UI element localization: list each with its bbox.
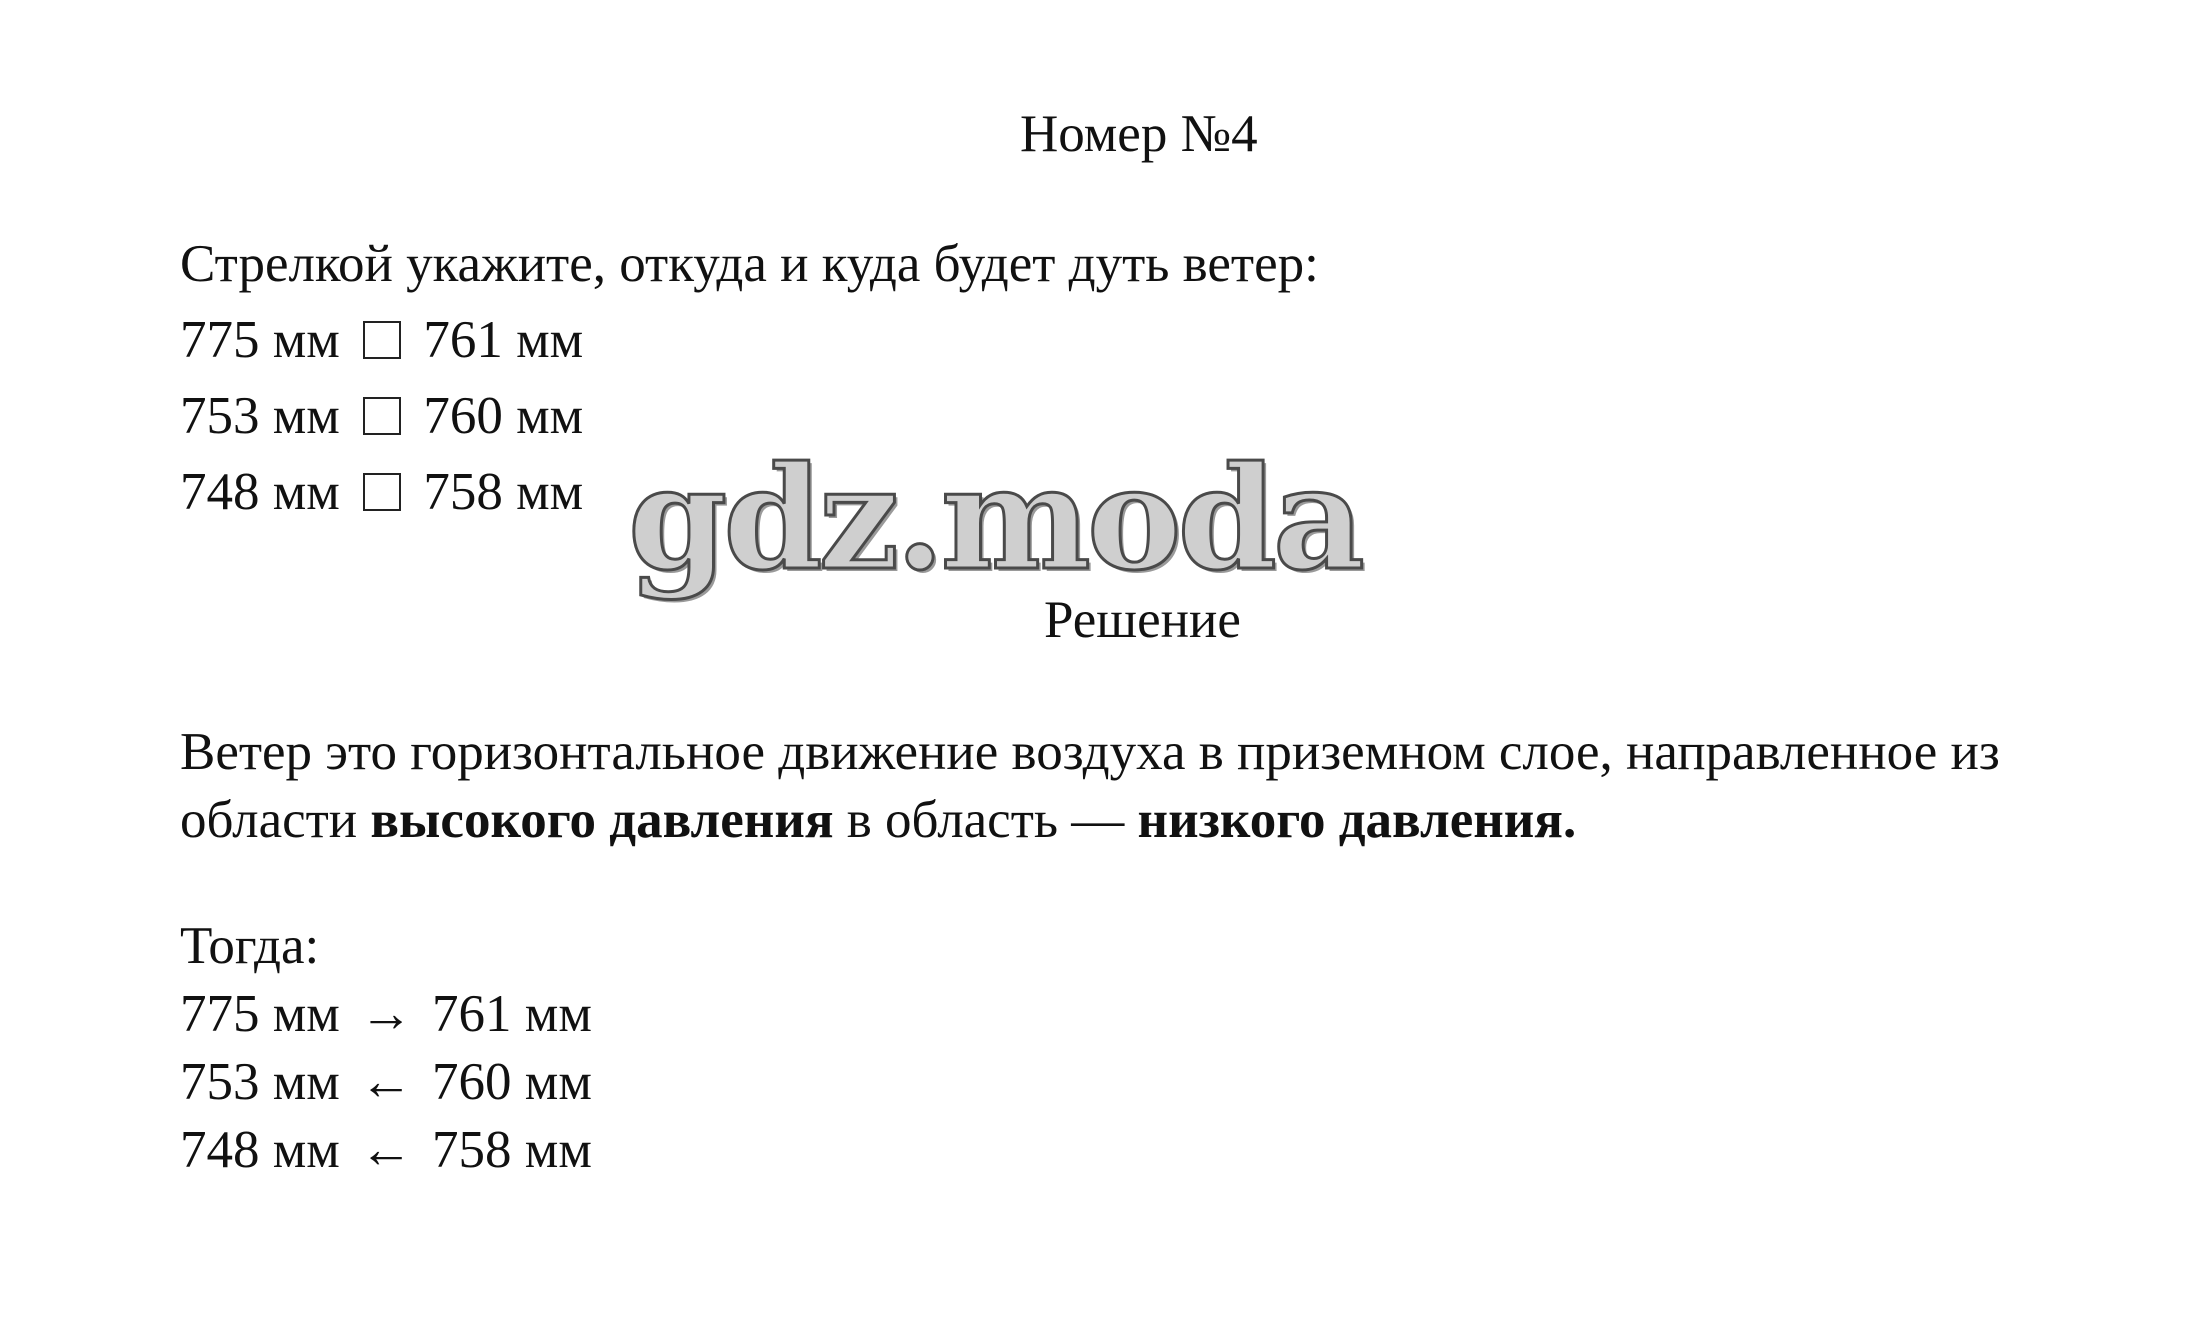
solution-bold-low: низкого давления. [1137, 791, 1577, 849]
watermark-logo: gdz.moda [628, 436, 1361, 602]
task-row-left: 753 мм [180, 387, 340, 445]
task-row-left: 775 мм [180, 311, 340, 369]
answer-row-right: 760 мм [432, 1053, 592, 1111]
task-row-left: 748 мм [180, 463, 340, 521]
solution-bold-high: высокого давления [370, 791, 834, 849]
solution-paragraph [180, 718, 2170, 854]
answer-row-right: 758 мм [432, 1121, 592, 1179]
answer-box [363, 397, 401, 435]
task-row [180, 387, 584, 445]
right-arrow-icon: → [359, 985, 413, 1043]
solution-then: Тогда: [180, 917, 320, 975]
answer-row [180, 985, 592, 1043]
task-prompt: Стрелкой укажите, откуда и куда будет дуть ветер: [180, 235, 1319, 293]
task-row-right: 760 мм [423, 387, 584, 445]
page-title: Номер №4 [1020, 105, 1258, 163]
solution-text: Ветер это горизонтальное движение воздуха в приземном слое, направленное из области [180, 723, 2000, 849]
answer-row-left: 753 мм [180, 1053, 340, 1111]
solution-text: в область — [833, 791, 1138, 849]
task-row-right: 761 мм [423, 311, 584, 369]
answer-box [363, 321, 401, 359]
answer-box [363, 473, 401, 511]
task-row-right: 758 мм [423, 463, 584, 521]
left-arrow-icon: ← [359, 1121, 413, 1179]
answer-row-right: 761 мм [432, 985, 592, 1043]
answer-row-left: 775 мм [180, 985, 340, 1043]
answer-row-left: 748 мм [180, 1121, 340, 1179]
task-row [180, 311, 584, 369]
task-row [180, 463, 584, 521]
solution-heading: Решение [1044, 591, 1241, 649]
left-arrow-icon: ← [359, 1053, 413, 1111]
answer-row [180, 1053, 592, 1111]
answer-row [180, 1121, 592, 1179]
